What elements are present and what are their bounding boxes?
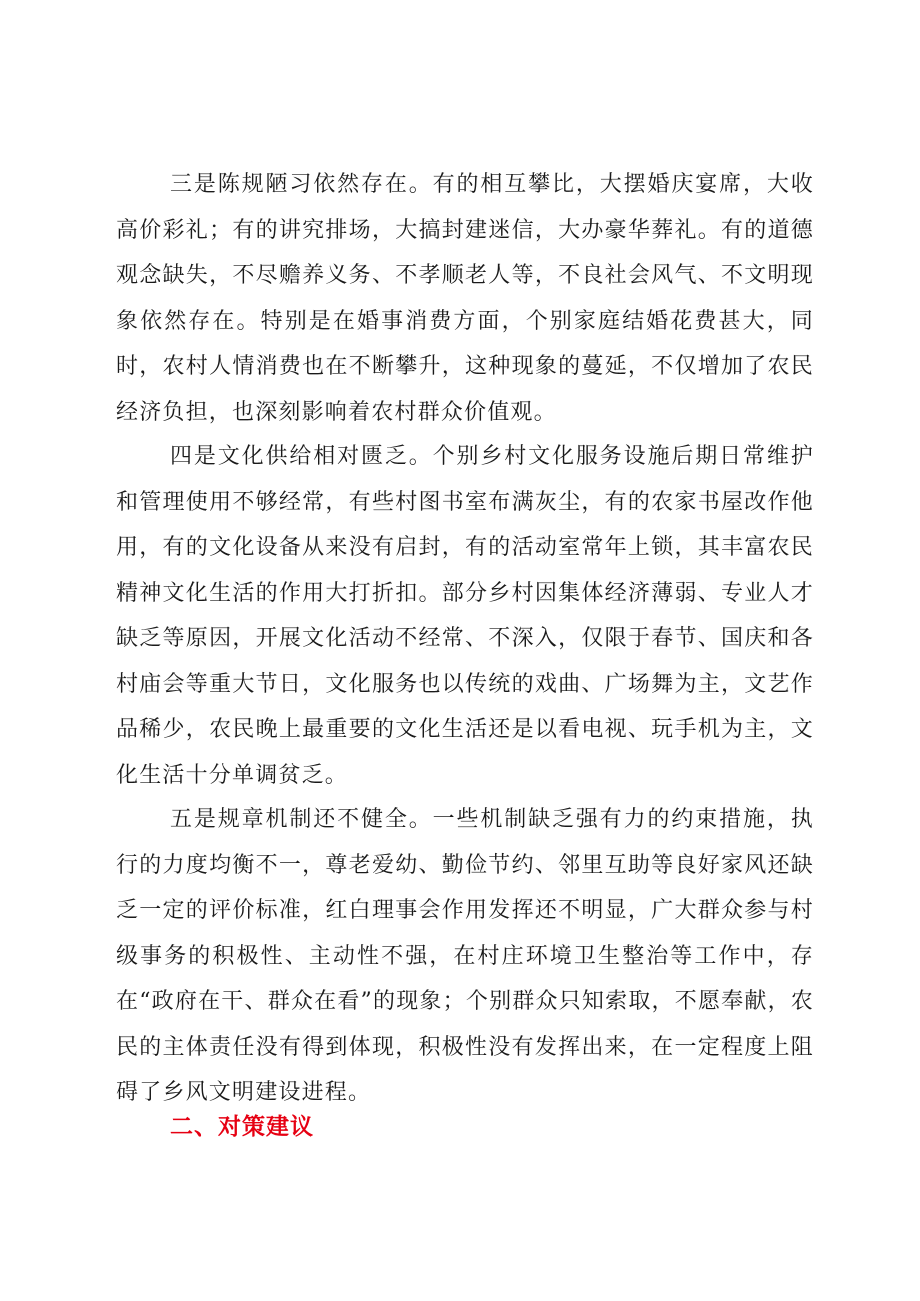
section-heading: 二、对策建议 [170,1114,314,1140]
paragraph-culture-supply: 四是文化供给相对匮乏。个别乡村文化服务设施后期日常维护和管理使用不够经常，有些村图书室布满灰尘，有的农家书屋改作他用，有的文化设备从来没有启封，有的活动室常年上锁，其丰富农民精神文化生活的作用大打折扣。部分乡村因集体经济薄弱、专业人才缺乏等原因，开展文化活动不经常、不深入，仅限于春节、国庆和各村庙会等重大节日，文化服务也以传统的戏曲、广场舞为主，文艺作品稀少，农民晚上最重要的文化生活还是以看电视、玩手机为主，文化生活十分单调贫乏。 [116,444,814,788]
paragraph-customs: 三是陈规陋习依然存在。有的相互攀比，大摆婚庆宴席，大收高价彩礼；有的讲究排场，大搞封建迷信，大办豪华葬礼。有的道德观念缺失，不尽赡养义务、不孝顺老人等，不良社会风气、不文明现象依然存在。特别是在婚事消费方面，个别家庭结婚花费甚大，同时，农村人情消费也在不断攀升，这种现象的蔓延，不仅增加了农民经济负担，也深刻影响着农村群众价值观。 [116,172,814,425]
paragraph-regulations: 五是规章机制还不健全。一些机制缺乏强有力的约束措施，执行的力度均衡不一，尊老爱幼、勤俭节约、邻里互助等良好家风还缺乏一定的评价标准，红白理事会作用发挥还不明显，广大群众参与村级事务的积极性、主动性不强，在村庄环境卫生整治等工作中，存在“政府在干、群众在看”的现象；个别群众只知索取，不愿奉献，农民的主体责任没有得到体现，积极性没有发挥出来，在一定程度上阻碍了乡风文明建设进程。 [116,807,814,1105]
